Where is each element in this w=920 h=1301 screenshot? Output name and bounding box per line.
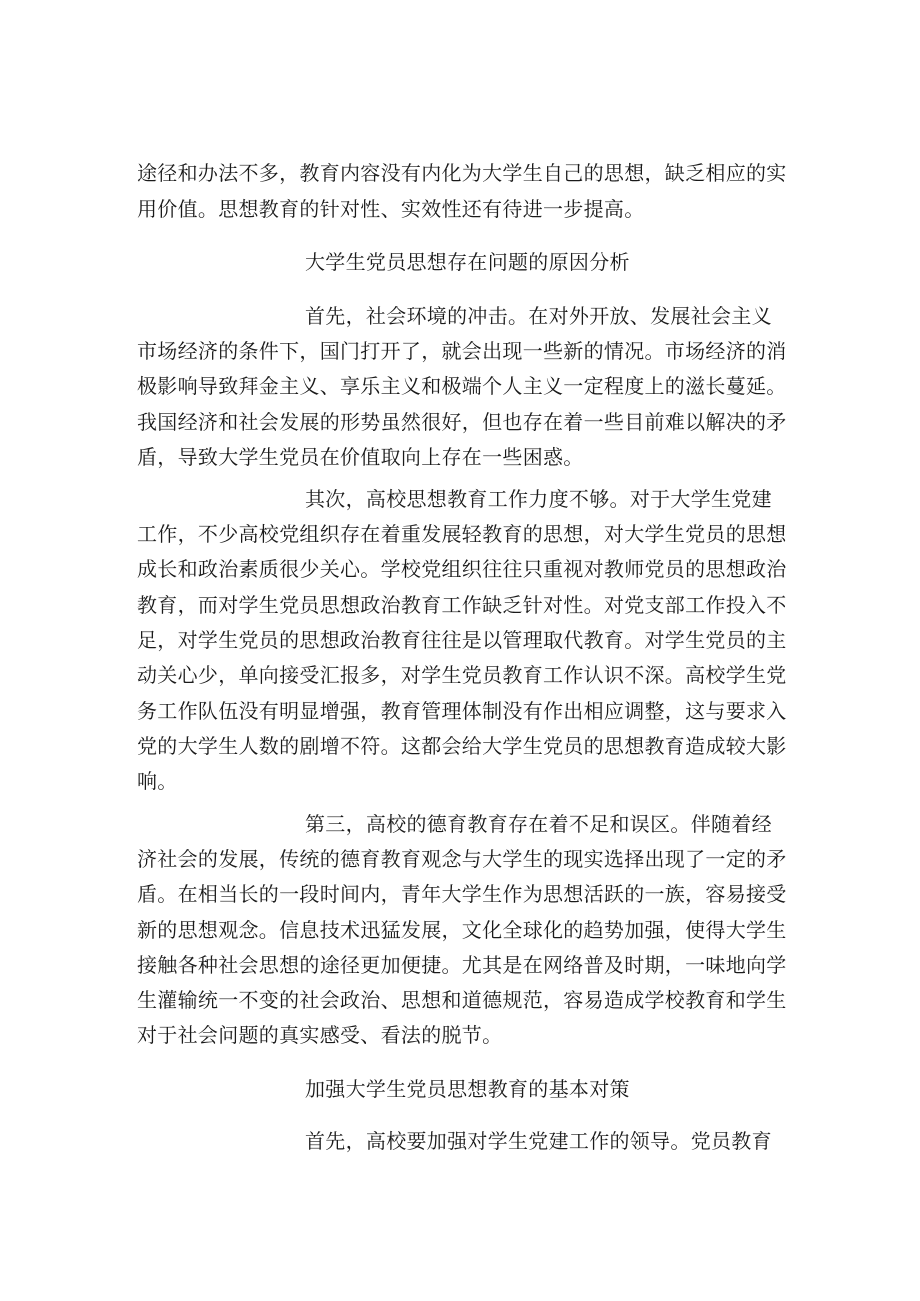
- body-text-line: 成长和政治素质很少关心。学校党组织往往只重视对教师党员的思想政治: [137, 557, 787, 581]
- paragraph-first-line: 第三，高校的德育教育存在着不足和误区。伴随着经: [305, 812, 772, 836]
- paragraph-first-line: 其次，高校思想教育工作力度不够。对于大学生党建: [305, 487, 772, 511]
- section-heading-measures: 加强大学生党员思想教育的基本对策: [305, 1077, 630, 1101]
- body-text-line: 务工作队伍没有明显增强，教育管理体制没有作出相应调整，这与要求入: [137, 699, 787, 723]
- body-text-line: 盾。在相当长的一段时间内，青年大学生作为思想活跃的一族，容易接受: [137, 882, 787, 906]
- body-text-line: 极影响导致拜金主义、享乐主义和极端个人主义一定程度上的滋长蔓延。: [137, 374, 787, 398]
- paragraph-first-line: 首先，社会环境的冲击。在对外开放、发展社会主义: [305, 304, 772, 328]
- body-text-line: 足，对学生党员的思想政治教育往往是以管理取代教育。对学生党员的主: [137, 628, 787, 652]
- body-text-line: 市场经济的条件下，国门打开了，就会出现一些新的情况。市场经济的消: [137, 339, 787, 363]
- body-text-line: 盾，导致大学生党员在价值取向上存在一些困惑。: [137, 445, 584, 469]
- body-text-line: 用价值。思想教育的针对性、实效性还有待进一步提高。: [137, 197, 645, 221]
- body-text-line: 响。: [137, 769, 178, 793]
- section-heading-causes: 大学生党员思想存在问题的原因分析: [305, 250, 630, 274]
- body-text-line: 接触各种社会思想的途径更加便捷。尤其是在网络普及时期，一味地向学: [137, 953, 787, 977]
- body-text-line: 教育，而对学生党员思想政治教育工作缺乏针对性。对党支部工作投入不: [137, 593, 787, 617]
- body-text-line: 工作，不少高校党组织存在着重发展轻教育的思想，对大学生党员的思想: [137, 522, 787, 546]
- body-text-line: 对于社会问题的真实感受、看法的脱节。: [137, 1023, 503, 1047]
- body-text-line: 新的思想观念。信息技术迅猛发展，文化全球化的趋势加强，使得大学生: [137, 918, 787, 942]
- body-text-line: 济社会的发展，传统的德育教育观念与大学生的现实选择出现了一定的矛: [137, 847, 787, 871]
- body-text-line: 生灌输统一不变的社会政治、思想和道德规范，容易造成学校教育和学生: [137, 988, 787, 1012]
- body-text-line: 党的大学生人数的剧增不符。这都会给大学生党员的思想教育造成较大影: [137, 734, 787, 758]
- body-text-line: 途径和办法不多，教育内容没有内化为大学生自己的思想，缺乏相应的实: [137, 161, 787, 185]
- body-text-line: 动关心少，单向接受汇报多，对学生党员教育工作认识不深。高校学生党: [137, 663, 787, 687]
- paragraph-first-line: 首先，高校要加强对学生党建工作的领导。党员教育: [305, 1129, 772, 1153]
- body-text-line: 我国经济和社会发展的形势虽然很好，但也存在着一些目前难以解决的矛: [137, 410, 787, 434]
